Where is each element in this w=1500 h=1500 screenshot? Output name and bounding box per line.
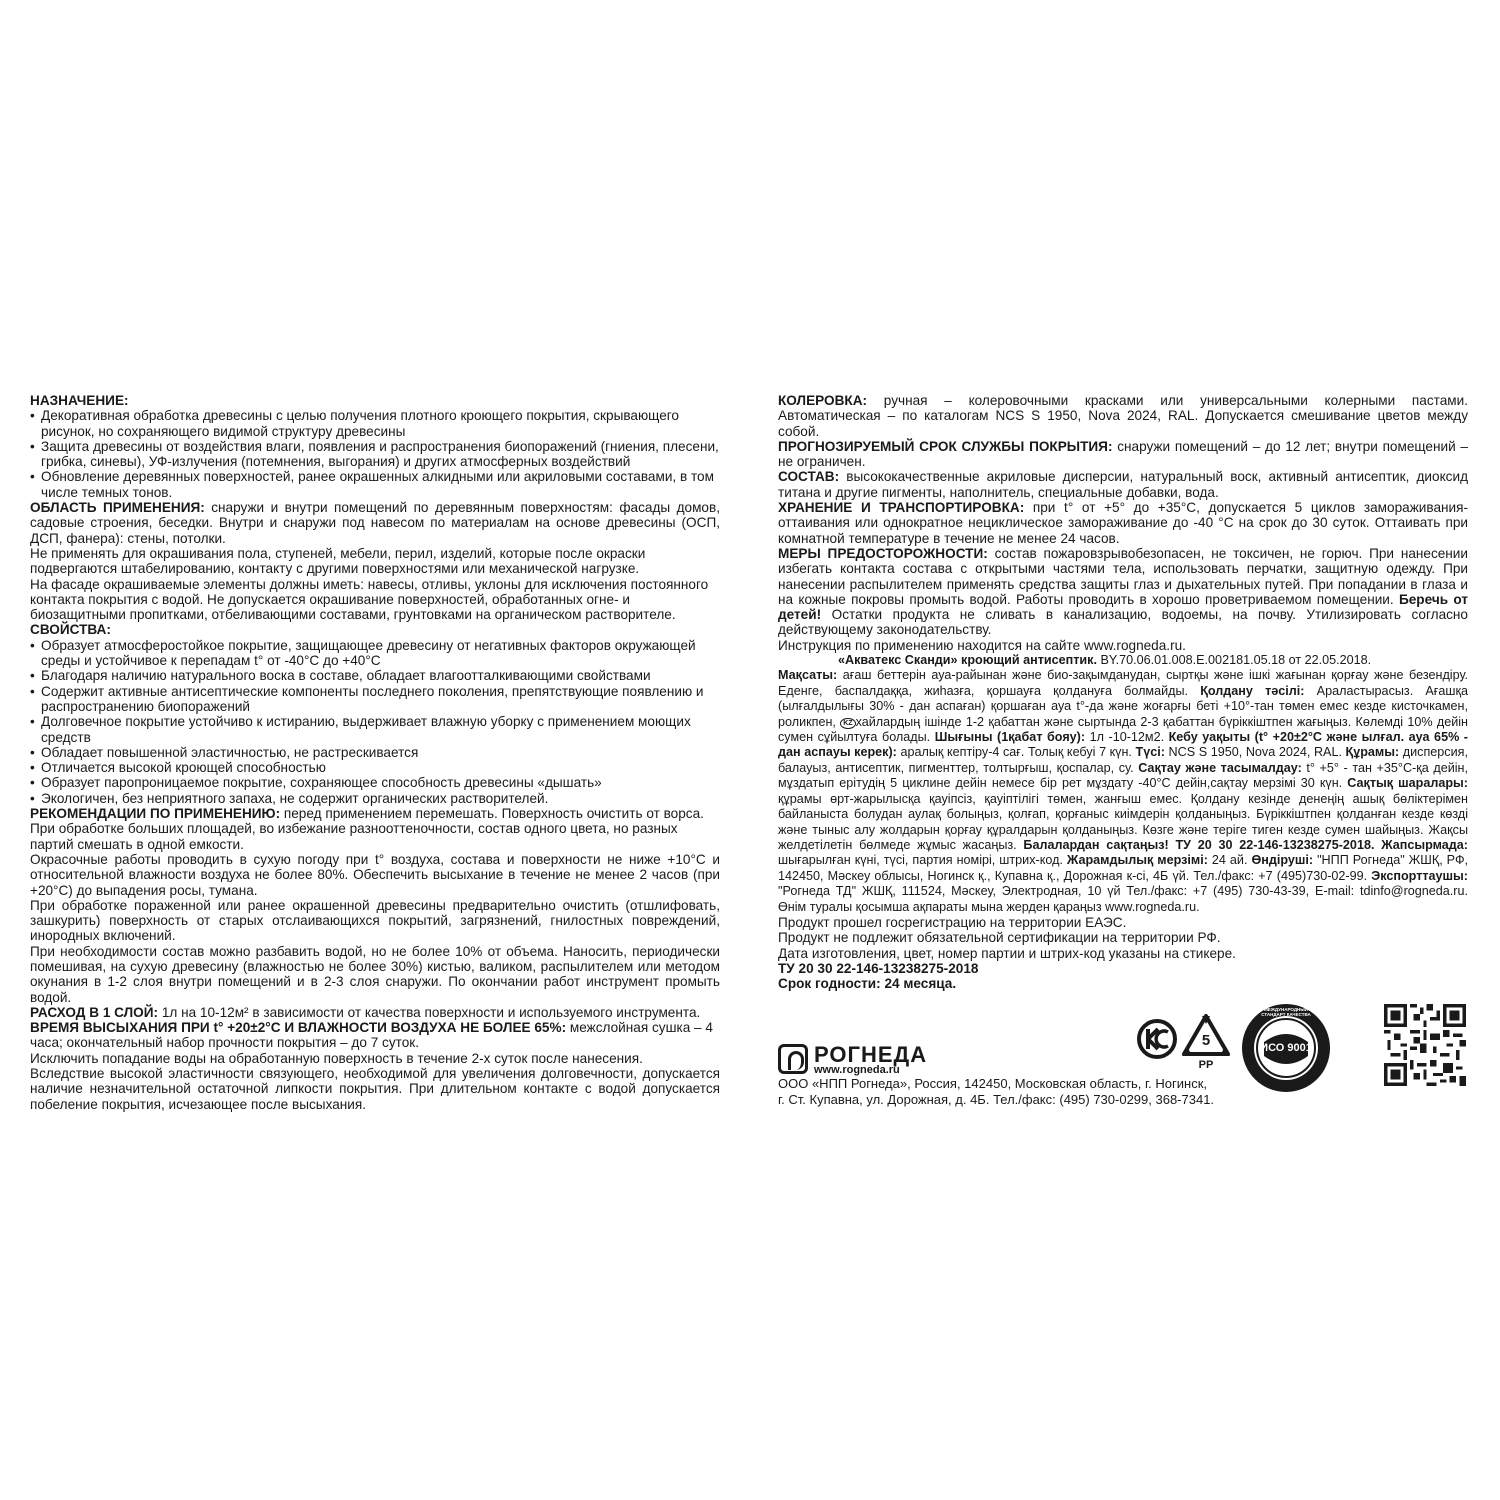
kz-mark-icon: KZ bbox=[840, 718, 855, 729]
consumption-heading: РАСХОД В 1 СЛОЙ: bbox=[30, 1004, 159, 1020]
drying-paragraph: ВРЕМЯ ВЫСЫХАНИЯ ПРИ t° +20±2°С И ВЛАЖНОСТИ ВОЗДУХА НЕ БОЛЕЕ 65%: межслойная сушка – 4 часа; окончательный набор прочности покрытия – до 7 суток. bbox=[30, 1020, 713, 1051]
logo-site: www.rogneda.ru bbox=[814, 1064, 900, 1076]
registration-text: Продукт прошел госрегистрацию на территории ЕАЭС. bbox=[778, 914, 1127, 930]
kz-paragraph: Мақсаты: ағаш беттерін ауа-райынан және био-зақымданудан, сыртқы және ішкі жағынан қорғау және безендіру. Еденге, баспалдаққа, жиhазға, қоршауға қолдануға болмайды. Қолдану тәсілі: Араластырасыз. Ағашқа (ылғалдылығы 30% - дан аспаған) қоршаған ауа t°-да және жоғарғы беті +10°-тан төмен емес кезде кисточкамен, роликпен, KZ хайлардың ішінде 1-2 қабаттан және сыртында 2-3 қабаттан бүріккіштпен жағыңыз. Көлемді 10% дейін сумен сұйылтуға болады. Шығыны (1қабат бояу): 1л -10-12м2. Кебу уақыты (t° +20±2°С және ылғал. ауа 65% - дан аспауы керек): аралық кептіру-4 сағ. Толық кебуі 7 күн. Түсі: NCS S 1950, Nova 2024, RAL. Құрамы: дисперсия, балауыз, антисептик, пигменттер, толтырғыш, қоспалар, су. Сақтау және тасымалдау: t° +5° - тан +35°С-қа дейін, мұздатып ерітудің 5 циклине дейін немесе бір рет мұздату -40°С дейін,сақтау мерзімі 30 күн. Сақтық шаралары: құрамы өрт-жарылысқа қауіпсіз, қауіптілігі төмен, жанғыш емес. Қолдану кезінде денеңің ашық бөліктерімен байланыста болудан аулақ болыңыз, қолғап, қорғаныс киімдерін қолданыңыз. Бүріккіштпен қолданған кезде көзді және тыныс алу жолдарын қорғау құралдарын қолданыңыз. Көзге және теріге тиген кезде сумен шайыңыз. Жақсы желдетілетін бөлмеде жұмыс жасаңыз. Балалардан сақтаңыз! ТУ 20 30 22-146-13238275-2018. Жапсырмада: шығарылған күні, түсі, партия номірі, штрих-код. Жарамдылық мерзімі: 24 ай. Өндіруші: "НПП Рогнеда" ЖШҚ, РФ, 142450, Мәскеу облысы, Ногинск қ., Купавна қ., Дорожная к-сі, 4Б үй. Тел./факс: +7 (495)730-02-99. Экспорттаушы: "Рогнеда ТД" ЖШҚ, 111524, Мәскеу, Электродная, 10 үй Тел./факс: +7 (495) 730-43-39, E-mail: tdinfo@rogneda.ru. Өнім туралы қосымша ақпараты мына жерден қараңыз www.rogneda.ru. bbox=[778, 668, 1469, 914]
property-item: • Образует атмосферостойкое покрытие, защищающее древесину от негативных факторов окружающей среды и устойчивое к перепадам t° от -40°С до +40°С bbox=[30, 638, 720, 669]
shelf-life: Срок годности: 24 месяца. bbox=[778, 976, 957, 992]
purpose-heading: НАЗНАЧЕНИЕ: bbox=[30, 393, 129, 408]
safety-paragraph: МЕРЫ ПРЕДОСТОРОЖНОСТИ: состав пожаровзрывобезопасен, не токсичен, не горюч. При нанесении избегать контакта состава с открытыми частями тела, использовать перчатки, защитную одежду. При нанесении распылителем применять средства защиты глаз и дыхательных путей. При попадании в глаза и на кожные покровы промыть водой. Работы проводить в хорошо проветриваемом помещении. Беречь от детей! Остатки продукта не сливать в канализацию, водоемы, на почву. Утилизировать согласно действующему законодательству. bbox=[778, 545, 1468, 638]
left-column bbox=[30, 393, 720, 1112]
property-item: • Обладает повышенной эластичностью, не растрескивается bbox=[30, 745, 720, 760]
property-item: • Долговечное покрытие устойчиво к истиранию, выдерживает влажную уборку с применением моющих средств bbox=[30, 714, 720, 745]
qr-code-icon bbox=[1384, 1004, 1466, 1086]
instruction-link-text: Инструкция по применению находится на сайте www.rogneda.ru. bbox=[778, 637, 1186, 653]
safety-warning: Беречь от детей! bbox=[778, 591, 1468, 623]
kc-certification-icon bbox=[1136, 1018, 1178, 1060]
kz-header: «Акватекс Сканди» кроющий антисептик. BY.70.06.01.008.Е.002181.05.18 от 22.05.2018. bbox=[838, 653, 1372, 668]
scope-paragraph-3: На фасаде окрашиваемые элементы должны иметь: навесы, отливы, уклоны для исключения постоянного контакта покрытия с водой. Не допускается окрашивание поверхностей, обработанных огне- и биозащитными пропитками, отбеливающими составами, грунтовками на органическом растворителе. bbox=[30, 576, 709, 623]
scope-paragraph-2: Не применять для окрашивания пола, ступеней, мебели, перил, изделий, которые после окраски подвергаются штабелированию, контакту с другими поверхностями или механической нагрузке. bbox=[30, 545, 646, 577]
property-item: • Экологичен, без неприятного запаха, не содержит органических растворителей. bbox=[30, 791, 720, 806]
composition-paragraph: СОСТАВ: высококачественные акриловые дисперсии, натуральный воск, активный антисептик, диоксид титана и другие пигменты, наполнитель, специальные добавки, вода. bbox=[778, 469, 1468, 500]
recycle-pp-icon bbox=[1180, 1012, 1232, 1074]
drying-paragraph-3: Вследствие высокой эластичности связующего, необходимой для увеличения долговечности, допускается наличие незначительной остаточной липкости покрытия. При длительном контакте с водой допускается побеление покрытия, исчезающее после высыхания. bbox=[30, 1066, 720, 1112]
storage-paragraph: ХРАНЕНИЕ И ТРАНСПОРТИРОВКА: при t° от +5° до +35°С, допускается 5 циклов замораживания-оттаивания или однократное нециклическое замораживание до -40 °С на срок до 30 суток. Оттаивать при комнатной температуре в течение не менее 24 часов. bbox=[778, 500, 1468, 546]
recommendations-paragraph-3: Окрасочные работы проводить в сухую погоду при t° воздуха, состава и поверхности не ниже +10°С и относительной влажности воздуха не более 80%. Обеспечить высыхание в течение не менее 2 часов (при +20°С) до выпадения росы, тумана. bbox=[30, 851, 720, 898]
scope-heading: ОБЛАСТЬ ПРИМЕНЕНИЯ: bbox=[30, 500, 205, 516]
property-item: • Благодаря наличию натурального воска в составе, обладает влагоотталкивающими свойствами bbox=[30, 668, 720, 683]
property-item: • Образует паропроницаемое покрытие, сохраняющее способность древесины «дышать» bbox=[30, 775, 720, 790]
iso-9001-seal bbox=[1240, 1002, 1332, 1094]
scope-paragraph: ОБЛАСТЬ ПРИМЕНЕНИЯ: снаружи и внутри помещений по деревянным поверхностям: фасады домов, садовые строения, беседки. Внутри и снаружи под навесом по материалам на основе древесины (ОСП, ДСП, фанера): стены, потолки. bbox=[30, 500, 720, 546]
service-life-heading: ПРОГНОЗИРУЕМЫЙ СРОК СЛУЖБЫ ПОКРЫТИЯ: bbox=[778, 438, 1113, 454]
tu-code: ТУ 20 30 22-146-13238275-2018 bbox=[778, 960, 979, 976]
recommendations-heading: РЕКОМЕНДАЦИИ ПО ПРИМЕНЕНИЮ: bbox=[30, 806, 281, 822]
rogneda-logo-icon bbox=[778, 1044, 808, 1074]
purpose-item: • Защита древесины от воздействия влаги, появления и распространения биопоражений (гниения, плесени, грибка, синевы), УФ-излучения (потемнения, выгорания) и других атмосферных воздействий bbox=[30, 439, 720, 470]
purpose-item: • Декоративная обработка древесины с целью получения плотного кроющего покрытия, скрывающего рисунок, но сохраняющего видимой структуру древесины bbox=[30, 408, 720, 439]
tinting-heading: КОЛЕРОВКА: bbox=[778, 393, 868, 408]
recommendations-paragraph-5: При необходимости состав можно разбавить водой, но не более 10% от объема. Наносить, периодически помешивая, на сухую древесину (влажностью не более 30%) кистью, валиком, распылителем или методом окунания в 1-2 слоя внутри помещений и в 2-3 слоя снаружи. По окончании работ инструмент промыть водой. bbox=[30, 943, 720, 1005]
iso-ring-text: МЕЖДУНАРОДНЫЙ СТАНДАРТ КАЧЕСТВА bbox=[1261, 1007, 1311, 1017]
right-column bbox=[778, 393, 1468, 991]
property-item: • Отличается высокой кроющей способностью bbox=[30, 760, 720, 775]
company-address: ООО «НПП Рогнеда», Россия, 142450, Московская область, г. Ногинск, г. Ст. Купавна, ул. Дорожная, д. 4Б. Тел./факс: (495) 730-0299, 368-7341. bbox=[778, 1076, 1215, 1107]
recommendations-paragraph-4: При обработке пораженной или ранее окрашенной древесины предварительно очистить (отшлифовать, зашкурить) поверхность от старых отслаивающихся покрытий, загрязнений, гнилостных повреждений, инородных включений. bbox=[30, 897, 720, 944]
consumption-paragraph: РАСХОД В 1 СЛОЙ: 1л на 10-12м² в зависимости от качества поверхности и используемого инструмента. bbox=[30, 1004, 701, 1020]
safety-heading: МЕРЫ ПРЕДОСТОРОЖНОСТИ: bbox=[778, 545, 988, 561]
properties-heading: СВОЙСТВА: bbox=[30, 622, 111, 638]
drying-heading: ВРЕМЯ ВЫСЫХАНИЯ ПРИ t° +20±2°С И ВЛАЖНОСТИ ВОЗДУХА НЕ БОЛЕЕ 65%: bbox=[30, 1020, 567, 1036]
footer bbox=[778, 1007, 1468, 1110]
recommendations-paragraph-2: При обработке больших площадей, во избежание разнооттеночности, состав одного цвета, но разных партий смешать в одной емкости. bbox=[30, 821, 678, 852]
recommendations-paragraph: РЕКОМЕНДАЦИИ ПО ПРИМЕНЕНИЮ: перед применением перемешать. Поверхность очистить от ворса. bbox=[30, 806, 704, 822]
logo-name: РОГНЕДА bbox=[814, 1042, 928, 1067]
storage-heading: ХРАНЕНИЕ И ТРАНСПОРТИРОВКА: bbox=[778, 500, 1025, 516]
property-item: • Содержит активные антисептические компоненты последнего поколения, препятствующие появлению и распространению биопоражений bbox=[30, 684, 720, 715]
iso-text: ИСО 9001 bbox=[1260, 1042, 1312, 1054]
composition-heading: СОСТАВ: bbox=[778, 469, 840, 485]
sticker-info-text: Дата изготовления, цвет, номер партии и штрих-код указаны на стикере. bbox=[778, 945, 1236, 961]
purpose-item: • Обновление деревянных поверхностей, ранее окрашенных алкидными или акриловыми составами, в том числе темных тонов. bbox=[30, 469, 720, 500]
tinting-paragraph: КОЛЕРОВКА: ручная – колеровочными красками или универсальными колерными пастами. Автоматическая – по каталогам NCS S 1950, Nova 2024, RAL. Допускается смешивание цветов между собой. bbox=[778, 393, 1468, 439]
recycle-number: 5 bbox=[1201, 1032, 1211, 1049]
drying-paragraph-2: Исключить попадание воды на обработанную поверхность в течение 2-х суток после нанесения. bbox=[30, 1050, 643, 1066]
service-life-paragraph: ПРОГНОЗИРУЕМЫЙ СРОК СЛУЖБЫ ПОКРЫТИЯ: снаружи помещений – до 12 лет; внутри помещений – не ограничен. bbox=[778, 438, 1468, 470]
certification-text: Продукт не подлежит обязательной сертификации на территории РФ. bbox=[778, 930, 1221, 946]
recycle-code: PP bbox=[1198, 1059, 1214, 1071]
